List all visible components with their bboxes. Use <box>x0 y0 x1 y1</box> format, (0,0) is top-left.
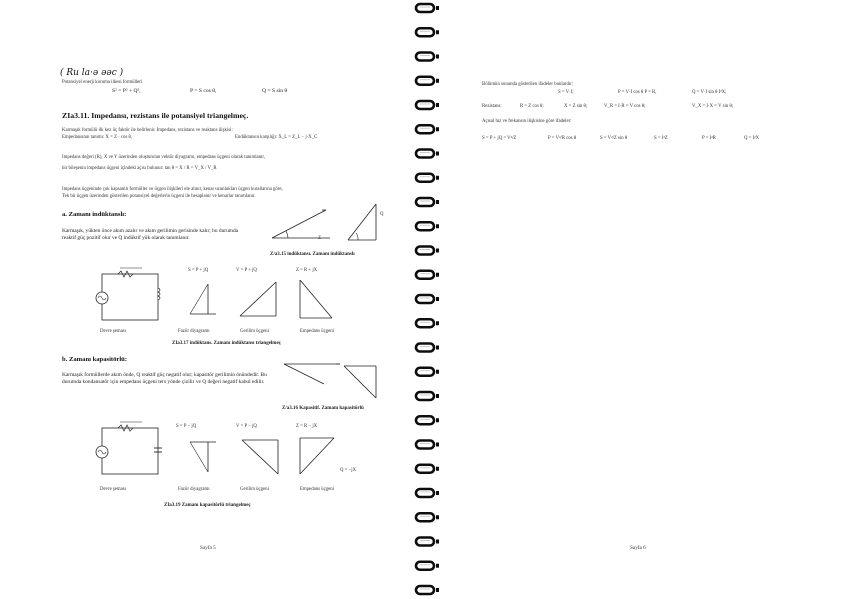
fig-b-sub-2: Fazör diyagramı <box>178 487 210 492</box>
binding-ring <box>416 392 439 400</box>
binding-ring <box>416 174 439 182</box>
fig-a-row-caption: ZIa3.17 indüktans. Zamanı indüktansı triangelmeç <box>172 341 281 346</box>
binding-ring <box>416 271 439 279</box>
binding-ring <box>416 416 439 424</box>
binding-ring <box>416 513 439 521</box>
fig-a-sub-2: Fazör diyagramı <box>178 329 210 334</box>
subsection-a-title: a. Zamanı indüktanslı: <box>62 211 127 218</box>
binding-ring <box>416 101 439 109</box>
capacitive-circuit-diagram <box>90 420 174 482</box>
inductive-phasor-figure <box>268 200 398 260</box>
spiral-binding <box>410 0 440 599</box>
inductive-voltage-triangle <box>236 276 284 326</box>
para2-line1: Impedans değeri (R), X ve Y üzerinden oluşturulan vektör diyagramı, empedans üçgeni olarak tanımlanır, <box>62 155 265 160</box>
right-line1-formula-1: S = V·I; <box>558 90 574 95</box>
handwritten-note: ( Ru la·ǝ ǝǝc ) <box>60 68 124 78</box>
right-line1-label: Bölümün sonunda gösterilen ifadeler bunlardır: <box>482 82 574 87</box>
right-line4-formula-5: P = I²R <box>702 136 716 141</box>
binding-ring <box>416 77 439 85</box>
formula-a: S² = P² + Q², <box>112 88 141 94</box>
binding-ring <box>416 319 439 327</box>
fig-a-row-label-2: V = P + jQ <box>236 268 257 273</box>
binding-ring <box>416 4 439 12</box>
binding-ring <box>416 28 439 36</box>
right-line1-formula-2: P = V·I cos θ P = R, <box>618 90 657 95</box>
fig-b-sub-4: Empedans üçgeni <box>300 487 334 492</box>
fig-b-caption: Z/a3.16 Kapasitif. Zamanı kapasitörlü <box>282 406 364 411</box>
left-page-number: Sayfa 5 <box>200 545 216 551</box>
para3-line2: Tek bir üçgen üzerinden gösterilen potansiyel değerlerin üçgeni ile hesaplanır ve kenarlar tanımlanır. <box>62 194 256 199</box>
intro-line: Potansiyel enerji koruma ilkesi formülleri <box>62 80 143 85</box>
capacitive-phasor-figure <box>280 354 390 404</box>
binding-ring <box>416 368 439 376</box>
fig-a-label-z: Z <box>318 236 321 241</box>
binding-ring <box>416 198 439 206</box>
para1-line2: Empedansının tanımı: X = Z · cos θ, <box>62 135 133 140</box>
fig-b-row-label-2: V = P − jQ <box>236 424 257 429</box>
right-line4-formula-4: S = I²Z <box>654 136 668 141</box>
para2-line2: bir bileşenin impedans üçgeni içindeki açısı bulunur: tan θ = X / R = V_X / V_R <box>62 166 217 171</box>
inductive-impedance-triangle <box>294 274 342 326</box>
left-page <box>0 0 410 599</box>
right-line4-formula-6: Q = I²X <box>744 136 760 141</box>
fig-a-sub-1: Devre şeması <box>100 329 126 334</box>
formula-c: Q = S sin θ <box>262 88 288 94</box>
fig-b-sub-3: Gerilim üçgeni <box>240 487 269 492</box>
subsection-a-body: Karmaşık, yükten önce akım azalır ve akım gerilimin gerisinde kalır; bu durumda reaktif güç pozitif olur ve Q indüktif yük olarak tanımlanır. <box>62 228 239 241</box>
right-line3-label: Açısal hız ve frekansın ilişkisine göre ifadeler: <box>482 119 572 124</box>
binding-ring <box>416 538 439 546</box>
fig-a-sub-3: Gerilim üçgeni <box>240 329 269 334</box>
right-page-number: Sayfa 6 <box>630 545 646 551</box>
fig-a-row-label-3: Z = R + jX <box>296 268 318 273</box>
binding-ring <box>416 465 439 473</box>
right-line2-label: Rezistans: <box>482 104 502 109</box>
binding-ring <box>416 344 439 352</box>
binding-rings <box>410 0 440 599</box>
para1-line3: Endüktansın karşılığı: X_L = Z_L − j·X_C <box>235 135 318 140</box>
binding-ring <box>416 295 439 303</box>
fig-a-caption: Z/a3.15 indüktansı. Zamanı indüktanslı <box>270 252 355 257</box>
fig-b-row-label-1: S = P − jQ <box>176 424 197 429</box>
capacitive-impedance-triangle <box>294 430 344 482</box>
fig-a-sub-4: Empedans üçgeni <box>300 329 334 334</box>
binding-ring <box>416 489 439 497</box>
para1-line1: Karmaşık formülü ilk kez üç faktör ile belirlenir. Impedans, rezistans ve reaktans ilişkisi: <box>62 128 233 133</box>
right-line4-formula-1: S = P + jQ = V²/Z <box>482 136 517 141</box>
subsection-b-title: b. Zamanı kapasitörlü: <box>62 356 128 363</box>
right-page <box>440 0 848 599</box>
fig-b-row-caption: ZIa3.19 Zamanı kapasitörlü triangelmeç <box>164 503 251 508</box>
binding-ring <box>416 247 439 255</box>
capacitive-phasor-small <box>186 432 222 482</box>
subsection-b-body: Karmaşık formüllerde akım önde, Q reaktif güç negatif olur; kapasitör gerilimin önündedir. Bu durumda kondansatör için empedans üçgeni ters yönde çizilir ve Q değeri negatif kabul edilir. <box>62 372 267 385</box>
right-line2-formula-3: V_R = I·R = V cos θ; <box>604 104 646 109</box>
formula-b: P = S cos θ, <box>190 88 217 94</box>
right-line4-formula-3: S = V²/Z sin θ <box>600 136 628 141</box>
fig-b-q-label: Q = −jX <box>340 468 357 473</box>
section-title: ZIa3.11. Impedansı, rezistans ile potansiyel triangelmeç. <box>62 111 249 120</box>
right-line2-formula-1: R = Z cos θ; <box>520 104 544 109</box>
right-line2-formula-4: V_X = I·X = V sin θ; <box>692 104 734 109</box>
binding-ring <box>416 441 439 449</box>
binding-ring <box>416 125 439 133</box>
binding-ring <box>416 562 439 570</box>
right-line1-formula-3: Q = V·I sin θ I²X; <box>692 90 727 95</box>
binding-ring <box>416 150 439 158</box>
binding-ring <box>416 586 439 594</box>
fig-b-row-label-3: Z = R − jX <box>296 424 318 429</box>
fig-a-label-q: Q <box>380 212 384 217</box>
right-line4-formula-2: P = V²/R cos θ <box>548 136 577 141</box>
binding-ring <box>416 53 439 61</box>
para3-line1: Impedans üçgeninde çok kapsamlı formüller ve üçgen ilişkileri ele alınır, kenar uzunlukları üçgen kurallarına göre, <box>62 187 283 192</box>
inductive-circuit-diagram <box>90 266 174 328</box>
inductive-phasor-small <box>186 278 222 326</box>
capacitive-voltage-triangle <box>238 432 286 482</box>
binding-ring <box>416 222 439 230</box>
fig-b-sub-1: Devre şeması <box>100 487 126 492</box>
fig-a-row-label-1: S = P + jQ <box>188 268 209 273</box>
right-line2-formula-2: X = Z sin θ; <box>564 104 588 109</box>
